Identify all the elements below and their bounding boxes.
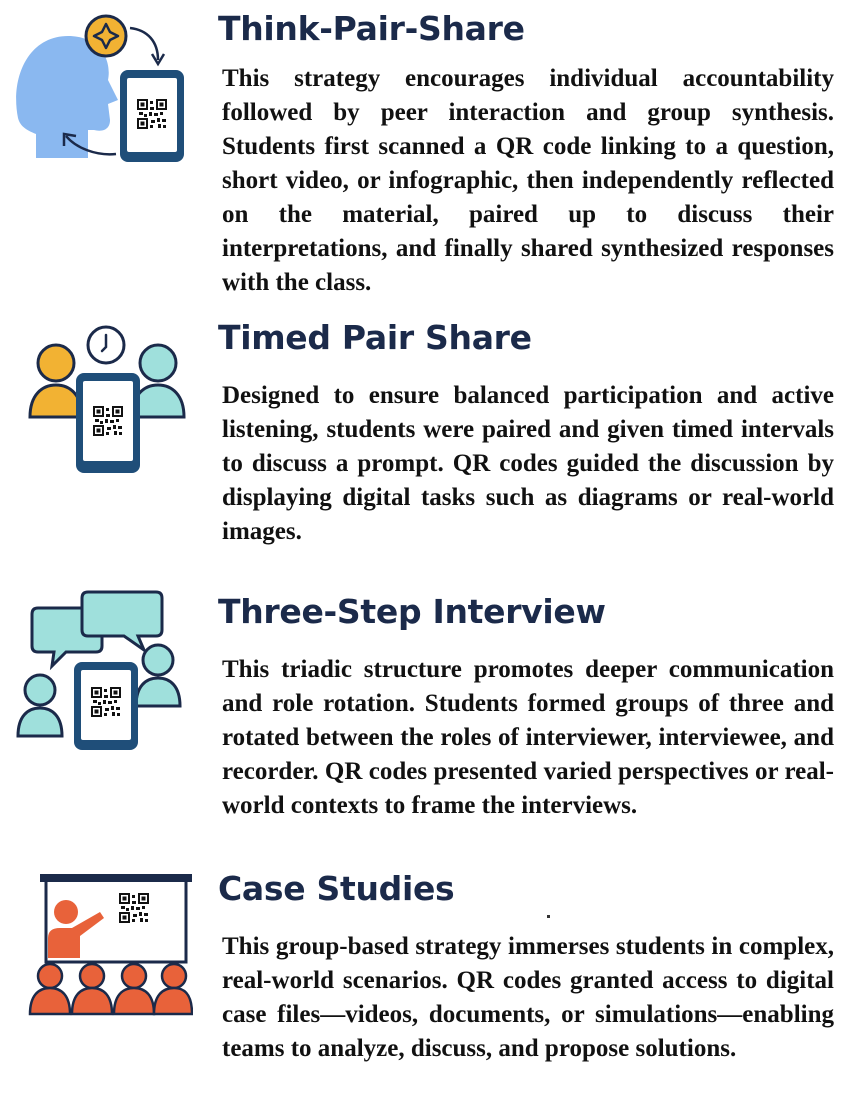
chat-group-qr-icon: [8, 584, 193, 754]
section-think-pair-share: [0, 0, 851, 305]
section-title: Case Studies: [218, 869, 455, 908]
section-timed-pair-share: [0, 305, 851, 570]
head-lightbulb-qr-icon: [8, 8, 193, 168]
section-body: This strategy encourages individual accountability followed by peer interaction and group synthesis. Students first scanned a QR code linking to a question, short video, or infographic, then independently reflected on the material, paired up to discuss their interpretations, and finally shared synthesized responses with the class.: [222, 65, 834, 296]
stray-dot: [547, 915, 550, 918]
section-title: Three-Step Interview: [218, 592, 606, 631]
section-case-studies: [0, 860, 851, 1111]
section-title: Think-Pair-Share: [218, 9, 525, 48]
section-body: This triadic structure promotes deeper communication and role rotation. Students formed groups of three and rotated between the roles of interviewer, interviewee, and recorder. QR codes presented varied perspectives or real-world contexts to frame the interviews.: [222, 656, 834, 819]
pair-timer-qr-icon: [8, 315, 193, 475]
presentation-audience-icon: [8, 868, 193, 1028]
section-body: This group-based strategy immerses students in complex, real-world scenarios. QR codes granted access to digital case files—videos, documents, or simulations—enabling teams to analyze, discuss, and propose solutions.: [222, 933, 834, 1062]
section-title: Timed Pair Share: [218, 318, 532, 357]
section-three-step-interview: [0, 570, 851, 860]
section-body: Designed to ensure balanced participation and active listening, students were paired and given timed intervals to discuss a prompt. QR codes guided the discussion by displaying digital tasks such as diagrams or real-world images.: [222, 382, 834, 545]
